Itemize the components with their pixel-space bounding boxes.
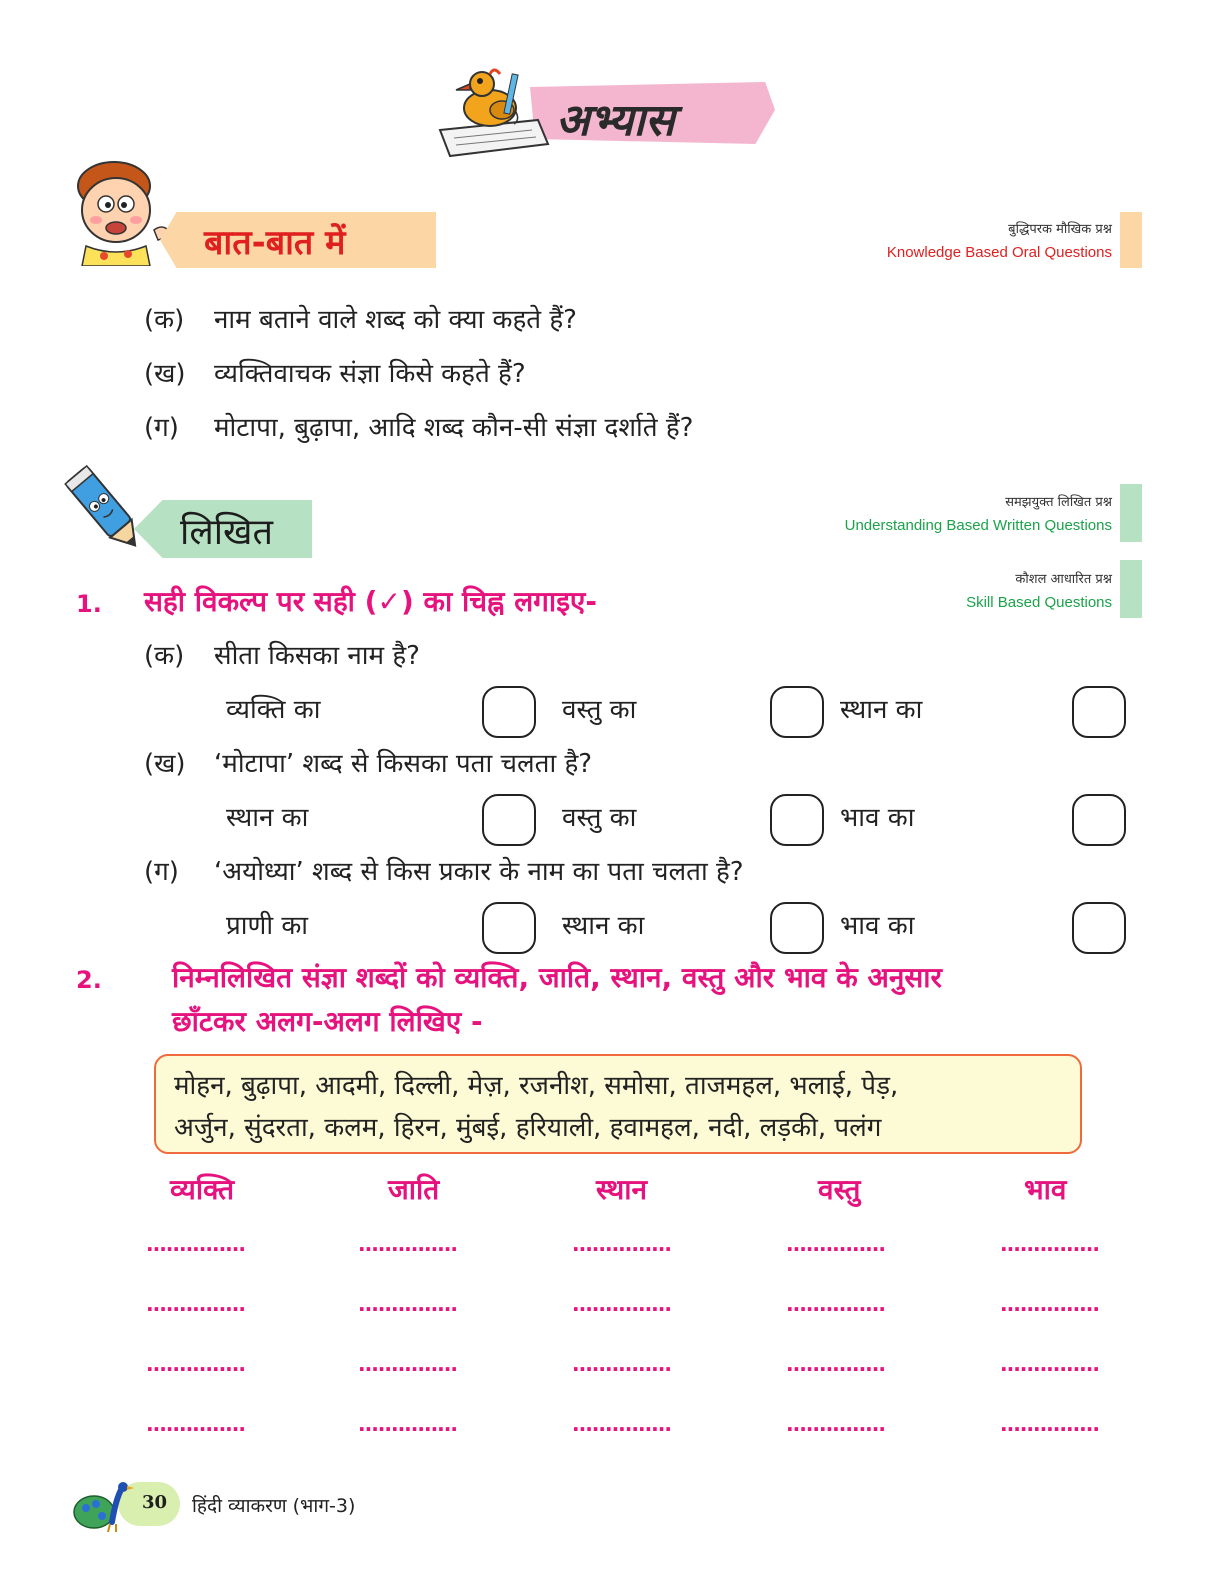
question-label: (ग) xyxy=(144,413,179,443)
blank-line[interactable]: ............... xyxy=(358,1292,457,1316)
option-label: वस्तु का xyxy=(562,803,637,833)
blank-line[interactable]: ............... xyxy=(358,1352,457,1376)
option-label: भाव का xyxy=(840,911,915,941)
page-number: 30 xyxy=(142,1492,168,1513)
word-bank-box xyxy=(154,1054,1082,1154)
mcq-question xyxy=(144,852,744,888)
question-label: (ग) xyxy=(144,857,179,887)
mcq-question xyxy=(144,744,592,780)
blank-line[interactable]: ............... xyxy=(1000,1412,1099,1436)
blank-line[interactable]: ............... xyxy=(146,1292,245,1316)
blank-line[interactable]: ............... xyxy=(572,1352,671,1376)
answer-checkbox[interactable] xyxy=(770,902,824,954)
tag-bar-oral xyxy=(1120,212,1142,268)
answer-checkbox[interactable] xyxy=(1072,794,1126,846)
exercise-heading: निम्नलिखित संज्ञा शब्दों को व्यक्ति, जाति, स्थान, वस्तु और भाव के अनुसार xyxy=(172,961,943,994)
question-text: ‘मोटापा’ शब्द से किसका पता चलता है? xyxy=(214,749,593,779)
question-label: (ख) xyxy=(144,359,186,389)
tag-skill-hindi: कौशल आधारित प्रश्न xyxy=(1015,572,1112,587)
answer-checkbox[interactable] xyxy=(770,794,824,846)
option-label: व्यक्ति का xyxy=(226,695,321,725)
blank-line[interactable]: ............... xyxy=(358,1232,457,1256)
blank-line[interactable]: ............... xyxy=(786,1292,885,1316)
blank-line[interactable]: ............... xyxy=(786,1232,885,1256)
oral-question xyxy=(144,300,577,336)
mcq-question xyxy=(144,636,420,672)
question-text: ‘अयोध्या’ शब्द से किस प्रकार के नाम का पता चलता है? xyxy=(214,857,744,887)
question-text: मोटापा, बुढ़ापा, आदि शब्द कौन-सी संज्ञा दर्शाते हैं? xyxy=(214,413,694,443)
blank-line[interactable]: ............... xyxy=(146,1412,245,1436)
option-label: स्थान का xyxy=(226,803,309,833)
oral-question xyxy=(144,354,526,390)
blank-line[interactable]: ............... xyxy=(1000,1352,1099,1376)
answer-checkbox[interactable] xyxy=(770,686,824,738)
column-header-jati: जाति xyxy=(388,1173,440,1206)
blank-line[interactable]: ............... xyxy=(1000,1292,1099,1316)
blank-line[interactable]: ............... xyxy=(786,1352,885,1376)
blank-line[interactable]: ............... xyxy=(146,1232,245,1256)
option-label: स्थान का xyxy=(562,911,645,941)
option-label: स्थान का xyxy=(840,695,923,725)
answer-checkbox[interactable] xyxy=(482,794,536,846)
answer-checkbox[interactable] xyxy=(1072,902,1126,954)
option-label: वस्तु का xyxy=(562,695,637,725)
page-title: अभ्यास xyxy=(556,95,675,146)
oral-question xyxy=(144,408,693,444)
tag-understanding-english: Understanding Based Written Questions xyxy=(844,517,1112,534)
column-header-sthan: स्थान xyxy=(596,1173,648,1206)
tag-bar-understanding xyxy=(1120,484,1142,542)
word-bank-line: मोहन, बुढ़ापा, आदमी, दिल्ली, मेज़, रजनीश, समोसा, ताजमहल, भलाई, पेड़, xyxy=(174,1071,899,1101)
option-label: प्राणी का xyxy=(226,911,309,941)
word-bank-line: अर्जुन, सुंदरता, कलम, हिरन, मुंबई, हरियाली, हवामहल, नदी, लड़की, पलंग xyxy=(174,1113,882,1143)
exercise-number: 2. xyxy=(76,966,102,994)
peacock-icon xyxy=(72,1478,136,1532)
question-label: (ख) xyxy=(144,749,186,779)
blank-line[interactable]: ............... xyxy=(572,1412,671,1436)
column-header-bhav: भाव xyxy=(1024,1173,1067,1206)
column-header-vastu: वस्तु xyxy=(818,1173,861,1206)
blank-line[interactable]: ............... xyxy=(786,1412,885,1436)
book-title: हिंदी व्याकरण (भाग-3) xyxy=(192,1495,356,1517)
column-header-vyakti: व्यक्ति xyxy=(170,1173,235,1206)
option-label: भाव का xyxy=(840,803,915,833)
blank-line[interactable]: ............... xyxy=(572,1232,671,1256)
exercise-heading-continued: छाँटकर अलग-अलग लिखिए - xyxy=(172,1005,483,1038)
section-title-written: लिखित xyxy=(180,512,274,553)
answer-checkbox[interactable] xyxy=(482,902,536,954)
pencil-cartoon-illustration xyxy=(60,460,150,556)
tag-skill-english: Skill Based Questions xyxy=(966,594,1112,611)
question-text: व्यक्तिवाचक संज्ञा किसे कहते हैं? xyxy=(214,359,526,389)
exercise-heading: सही विकल्प पर सही (✓) का चिह्न लगाइए- xyxy=(144,585,598,618)
blank-line[interactable]: ............... xyxy=(572,1292,671,1316)
blank-line[interactable]: ............... xyxy=(358,1412,457,1436)
bird-writing-illustration xyxy=(420,68,560,158)
answer-checkbox[interactable] xyxy=(482,686,536,738)
question-text: सीता किसका नाम है? xyxy=(214,641,420,671)
tag-oral-hindi: बुद्धिपरक मौखिक प्रश्न xyxy=(1008,222,1112,237)
question-text: नाम बताने वाले शब्द को क्या कहते हैं? xyxy=(214,305,577,335)
question-label: (क) xyxy=(144,641,185,671)
question-label: (क) xyxy=(144,305,185,335)
tag-bar-skill xyxy=(1120,560,1142,618)
tag-understanding-hindi: समझयुक्त लिखित प्रश्न xyxy=(1005,495,1112,510)
section-title-oral: बात-बात में xyxy=(204,223,346,263)
tag-oral-english: Knowledge Based Oral Questions xyxy=(886,244,1112,261)
boy-cartoon-illustration xyxy=(66,158,176,266)
blank-line[interactable]: ............... xyxy=(146,1352,245,1376)
answer-checkbox[interactable] xyxy=(1072,686,1126,738)
blank-line[interactable]: ............... xyxy=(1000,1232,1099,1256)
exercise-number: 1. xyxy=(76,590,102,618)
